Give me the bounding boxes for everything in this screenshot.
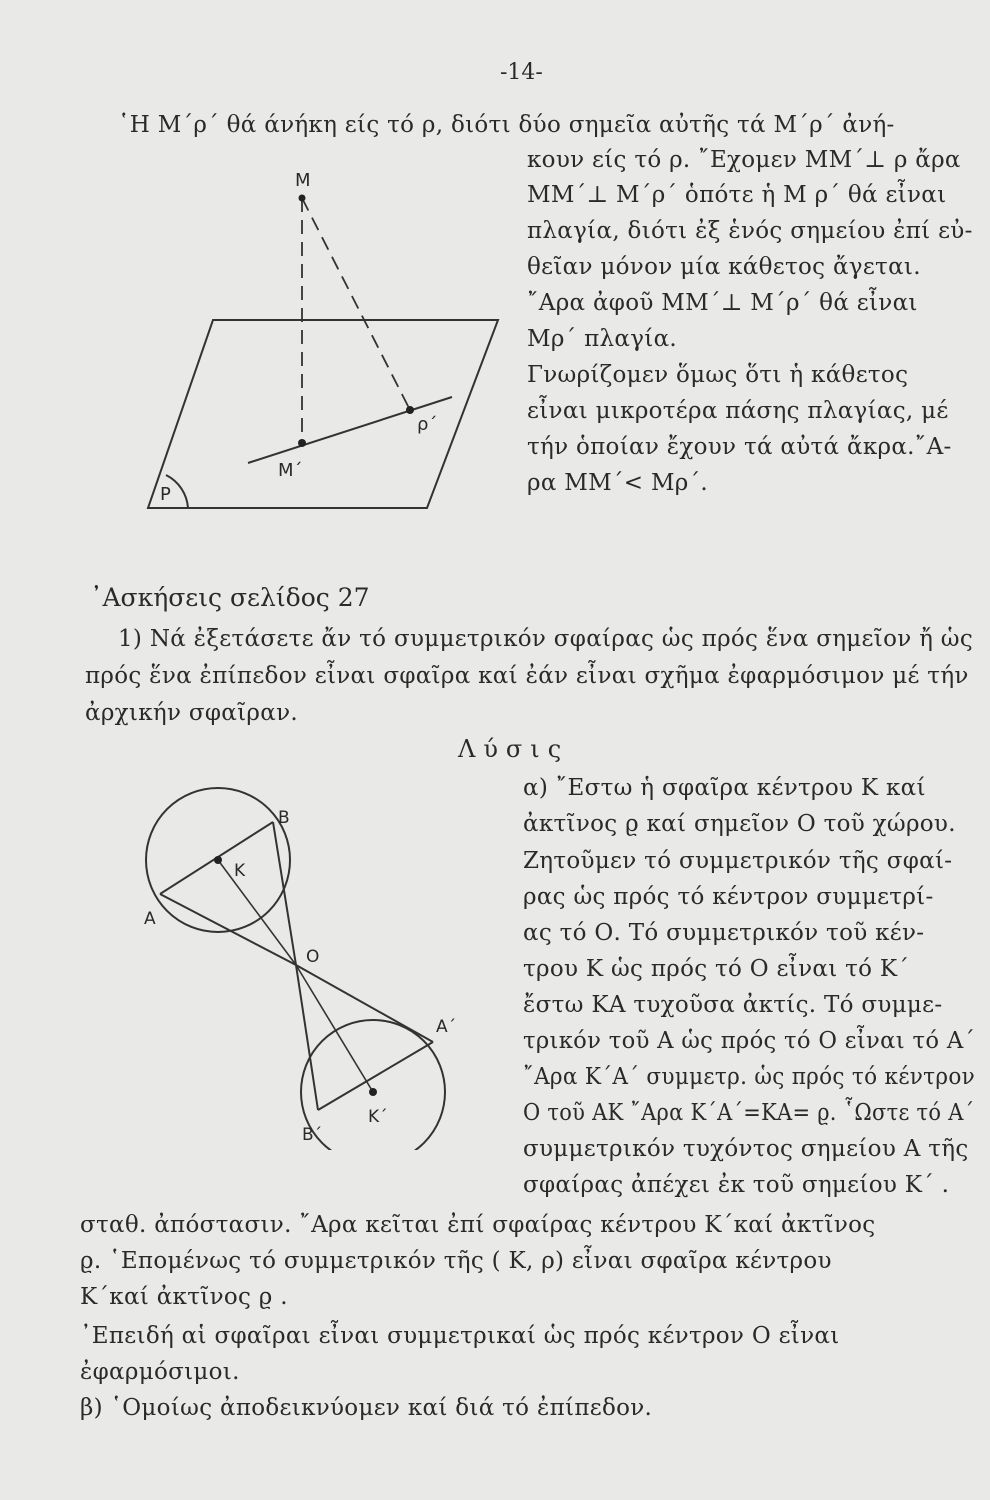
- text-line: ἔστω ΚΑ τυχοῦσα ἀκτίς. Τό συμμε-: [523, 992, 943, 1018]
- text-line: συμμετρικόν τυχόντος σημείου Α τῆς: [523, 1136, 969, 1162]
- text-line: τρου Κ ὡς πρός τό Ο εἶναι τό Κ΄: [523, 956, 910, 982]
- text-line: εἶναι μικροτέρα πάσης πλαγίας, μέ: [527, 398, 949, 424]
- text-line: ῎Αρα Κ΄Α΄ συμμετρ. ὡς πρός τό κέντρον: [523, 1064, 976, 1090]
- label-B-prime: Β΄: [302, 1125, 323, 1145]
- segment-KO: [218, 860, 296, 965]
- plane-parallelogram: [148, 320, 498, 508]
- oblique-dashed: [302, 198, 410, 410]
- point-K: [214, 856, 222, 864]
- figure-plane-perpendicular: [140, 160, 520, 520]
- text-line: ἀρχικήν σφαῖραν.: [85, 700, 298, 726]
- label-B: Β: [278, 808, 290, 828]
- segment-A-prime-B-prime: [318, 1042, 433, 1110]
- text-line: Ζητοῦμεν τό συμμετρικόν τῆς σφαί-: [523, 848, 953, 874]
- label-M: Μ: [295, 170, 311, 191]
- label-O: Ο: [306, 947, 320, 967]
- text-line: ας τό Ο. Τό συμμετρικόν τοῦ κέν-: [523, 920, 925, 946]
- label-K-prime: Κ΄: [368, 1107, 388, 1127]
- text-line: Γνωρίζομεν ὅμως ὅτι ἡ κάθετος: [527, 362, 909, 388]
- text-line: Κ΄καί ἀκτῖνος ϱ .: [80, 1284, 288, 1310]
- text-line: πλαγία, διότι ἐξ ἑνός σημείου ἐπί εὐ-: [527, 218, 973, 244]
- segment-OA-prime: [296, 965, 433, 1042]
- text-line: Ο τοῦ ΑΚ ῎Αρα Κ΄Α΄=ΚΑ= ϱ. ῟Ωστε τό Α΄: [523, 1100, 975, 1126]
- label-P: Ρ: [160, 484, 171, 505]
- text-line: ἐφαρμόσιμοι.: [80, 1359, 240, 1385]
- text-line: σταθ. ἀπόστασιν. ῎Αρα κεῖται ἐπί σφαίρας κέντρου Κ΄καί ἀκτῖνος: [80, 1212, 876, 1238]
- text-line: Μρ΄ πλαγία.: [527, 326, 678, 352]
- text-line: ῎Αρα ἀφοῦ ΜΜ΄⊥ Μ΄ρ΄ θά εἶναι: [527, 290, 918, 316]
- text-line: ῾Η Μ΄ρ΄ θά άνήκη είς τό ρ, διότι δύο σημεῖα αὐτῆς τά Μ΄ρ΄ ἀνή-: [118, 112, 895, 138]
- label-A: Α: [144, 909, 156, 929]
- page-number: -14-: [500, 60, 543, 85]
- text-line: κουν είς τό ρ. ῎Εχομεν ΜΜ΄⊥ ρ ἄρα: [527, 147, 961, 173]
- text-line: τήν ὁποίαν ἔχουν τά αὐτά ἄκρα.῎Α-: [527, 434, 952, 460]
- text-line: ᾽Επειδή αἱ σφαῖραι εἶναι συμμετρικαί ὡς πρός κέντρον Ο εἶναι: [80, 1323, 840, 1349]
- text-line: ϱ. ῾Επομένως τό συμμετρικόν τῆς ( Κ, ρ) εἶναι σφαῖρα κέντρου: [80, 1248, 832, 1274]
- label-A-prime: Α΄: [436, 1017, 457, 1037]
- solution-title: Λύσις: [458, 735, 570, 763]
- text-line: ΜΜ΄⊥ Μ΄ρ΄ ὁπότε ἡ Μ ρ΄ θά εἶναι: [527, 182, 947, 208]
- label-rho-prime: ρ΄: [417, 414, 438, 435]
- text-line: β) ῾Ομοίως ἀποδεικνύομεν καί διά τό ἐπίπεδον.: [80, 1395, 653, 1421]
- text-line: ρας ὡς πρός τό κέντρον συμμετρί-: [523, 884, 934, 910]
- segment-OB-prime: [296, 965, 318, 1110]
- text-line: α) ῎Εστω ἡ σφαῖρα κέντρου Κ καί: [523, 775, 926, 801]
- text-line: τρικόν τοῦ Α ὡς πρός τό Ο εἶναι τό Α΄: [523, 1028, 976, 1054]
- point-M-prime: [298, 439, 306, 447]
- sphere-K-prime: [301, 1020, 445, 1150]
- text-line: ἀκτῖνος ϱ καί σημεῖον Ο τοῦ χώρου.: [523, 811, 956, 837]
- text-line: ρα ΜΜ΄< Μρ΄.: [527, 470, 709, 496]
- label-K: Κ: [234, 861, 246, 881]
- text-line: θεῖαν μόνον μία κάθετος ἄγεται.: [527, 254, 921, 280]
- text-line: σφαίρας ἀπέχει ἐκ τοῦ σημείου Κ΄ .: [523, 1172, 950, 1198]
- point-K-prime: [369, 1088, 377, 1096]
- label-M-prime: Μ΄: [278, 460, 303, 481]
- point-M: [299, 195, 306, 202]
- text-line: 1) Νά ἐξετάσετε ἄν τό συμμετρικόν σφαίρας ὡς πρός ἕνα σημεῖον ἤ ὡς: [118, 626, 974, 652]
- segment-BO: [273, 822, 296, 965]
- point-rho-prime: [406, 406, 414, 414]
- exercises-heading: ᾽Ασκήσεις σελίδος 27: [90, 583, 370, 612]
- text-line: πρός ἕνα ἐπίπεδον εἶναι σφαῖρα καί ἐάν εἶναι σχῆμα ἐφαρμόσιμον μέ τήν: [85, 663, 969, 689]
- figure-symmetric-spheres: [130, 770, 470, 1150]
- segment-OK-prime: [296, 965, 373, 1092]
